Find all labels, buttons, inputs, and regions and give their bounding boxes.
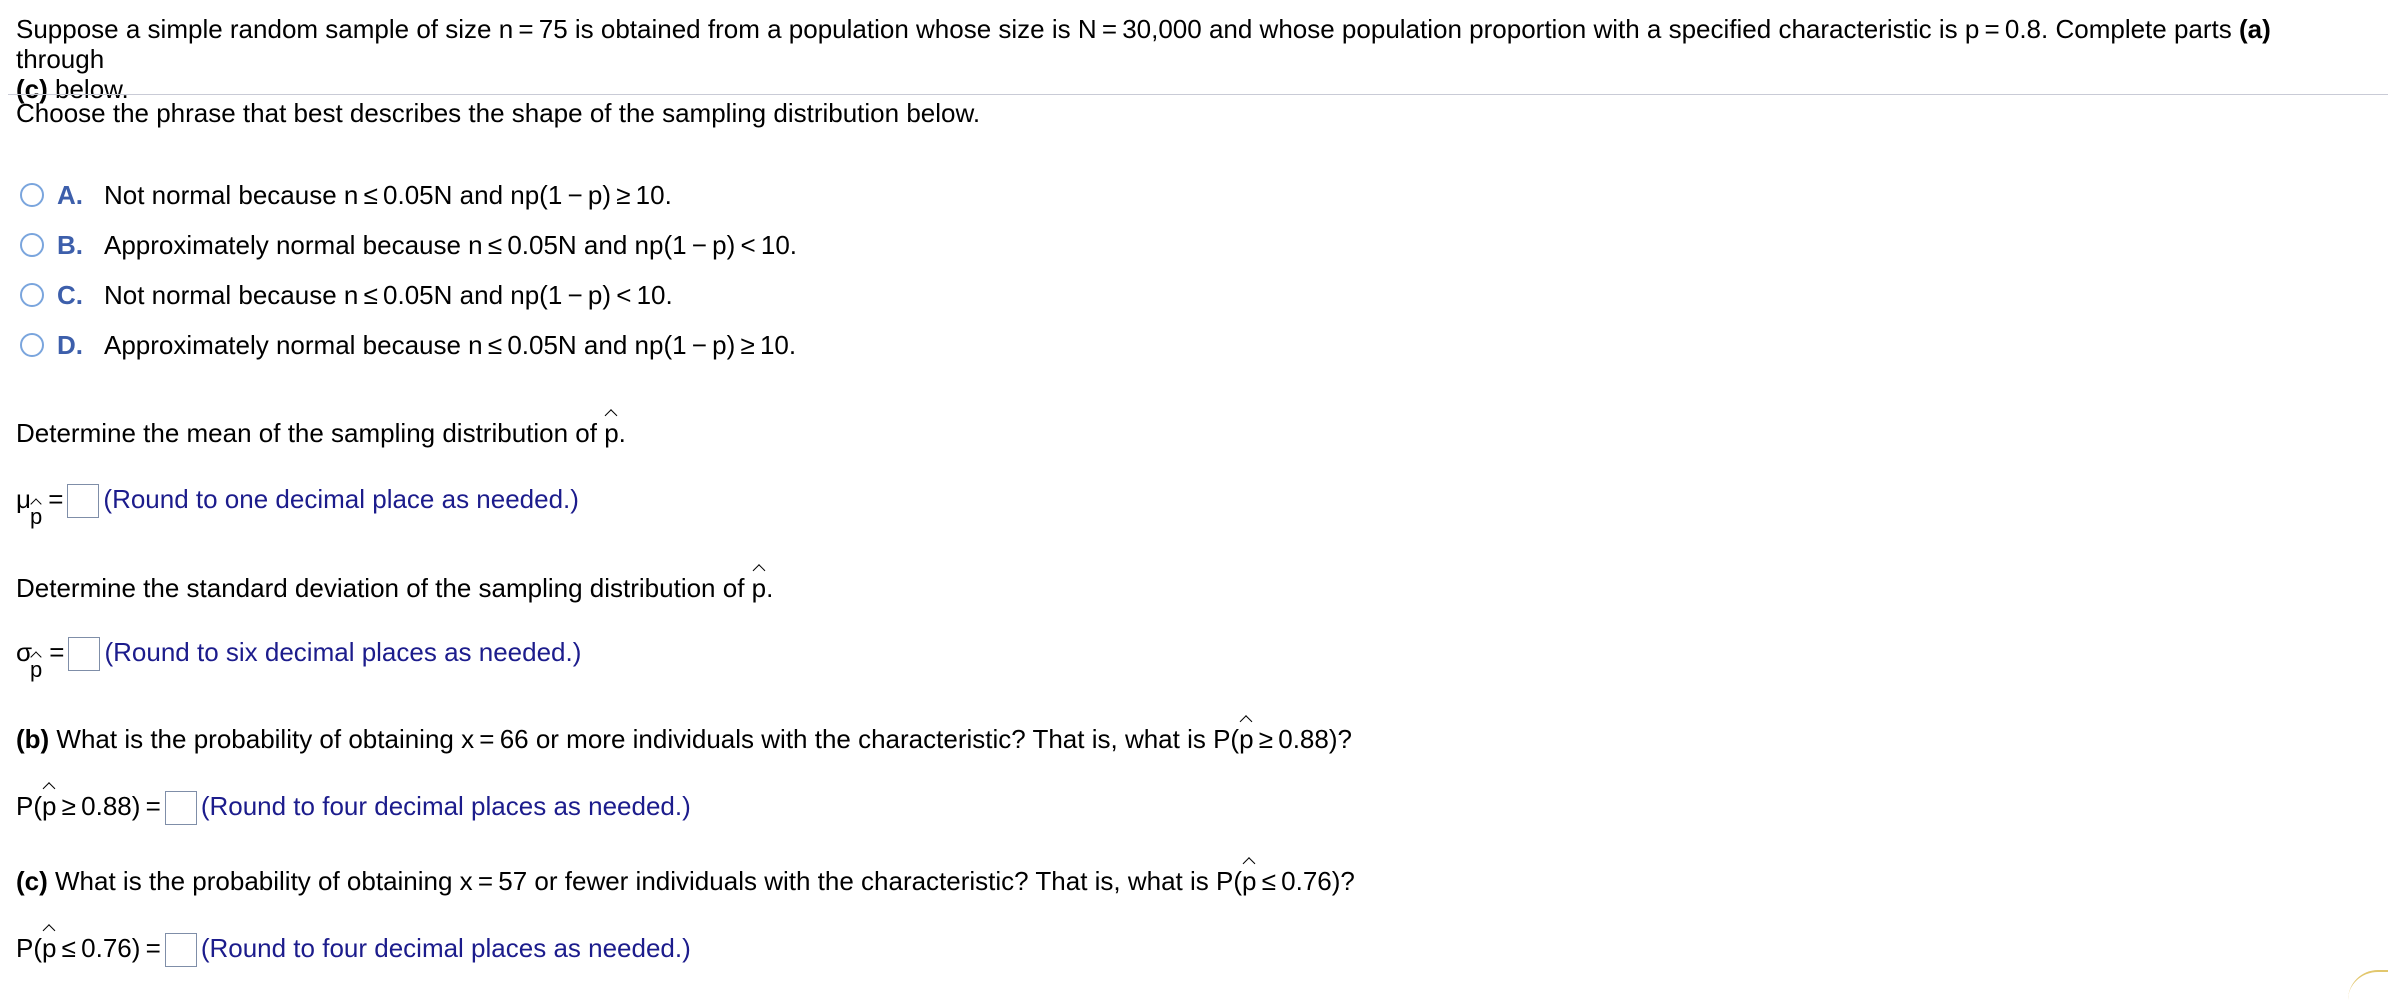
option-c-text: Not normal because n ≤ 0.05N and np(1 − p) < 10.	[104, 280, 673, 310]
p-hat: p	[42, 933, 57, 963]
intro-through: through	[16, 44, 105, 74]
mu-glyph: μ	[16, 484, 31, 514]
option-a-letter: A.	[57, 180, 83, 210]
sd-prompt-period: .	[766, 573, 774, 603]
sd-hint: (Round to six decimal places as needed.)	[104, 637, 582, 667]
intro-below: below.	[47, 74, 129, 104]
divider	[8, 94, 2388, 95]
option-d-letter: D.	[57, 330, 83, 360]
problem-statement	[16, 14, 2366, 104]
sd-answer-row	[16, 637, 582, 682]
mu-subscript-p-hat: p	[30, 504, 43, 529]
option-b-text: Approximately normal because n ≤ 0.05N and np(1 − p) < 10.	[104, 230, 798, 260]
radio-d[interactable]	[20, 333, 44, 357]
part-b-answer-input[interactable]	[165, 791, 197, 825]
part-a-label: (a)	[2239, 14, 2271, 44]
radio-b[interactable]	[20, 233, 44, 257]
part-b-label: (b)	[16, 724, 50, 754]
p-hat: p	[1239, 724, 1254, 754]
part-b-question	[16, 724, 1352, 754]
part-c-label-question: (c)	[16, 866, 48, 896]
mu-subscript	[30, 506, 42, 528]
option-d-text: Approximately normal because n ≤ 0.05N and np(1 − p) ≥ 10.	[104, 330, 797, 360]
option-a-text: Not normal because n ≤ 0.05N and np(1 − p) ≥ 10.	[104, 180, 672, 210]
part-c-answer-row	[16, 933, 691, 967]
part-c-question	[16, 866, 1355, 896]
mean-prompt-text: Determine the mean of the sampling distribution of	[16, 418, 605, 448]
mean-prompt-period: .	[618, 418, 626, 448]
intro-text: Suppose a simple random sample of size n = 75 is obtained from a population whose size is N = 30,000 and whose population proportion with a specified characteristic is p = 0.8. Complete parts	[16, 14, 2239, 44]
p-hat: p	[751, 573, 767, 603]
radio-c[interactable]	[20, 283, 44, 307]
part-b-answer-rhs: ≥ 0.88) =	[56, 791, 161, 821]
part-c-hint: (Round to four decimal places as needed.)	[200, 933, 691, 963]
shape-prompt: Choose the phrase that best describes the shape of the sampling distribution below.	[16, 98, 981, 128]
corner-decoration	[2348, 970, 2388, 1000]
part-b-hint: (Round to four decimal places as needed.)	[200, 791, 691, 821]
p-hat: p	[42, 791, 57, 821]
part-c-text-end: ≤ 0.76)?	[1256, 866, 1355, 896]
sigma-symbol	[16, 637, 43, 682]
mu-symbol	[16, 484, 43, 529]
part-b-answer-lhs: P(	[16, 791, 42, 821]
radio-a[interactable]	[20, 183, 44, 207]
mean-equals: =	[48, 484, 64, 514]
mean-answer-input[interactable]	[67, 484, 99, 518]
part-b-answer-row	[16, 791, 691, 825]
mean-hint: (Round to one decimal place as needed.)	[103, 484, 579, 514]
part-c-label: (c)	[16, 74, 48, 104]
sd-equals: =	[49, 637, 65, 667]
sigma-subscript-p-hat: p	[30, 657, 43, 682]
part-b-text: What is the probability of obtaining x = 66 or more individuals with the characteristic? That is, what is P(	[49, 724, 1240, 754]
option-c-letter: C.	[57, 280, 83, 310]
sigma-glyph: σ	[16, 637, 33, 667]
part-c-answer-rhs: ≤ 0.76) =	[56, 933, 161, 963]
mean-prompt	[16, 418, 626, 448]
part-b-text-end: ≥ 0.88)?	[1253, 724, 1352, 754]
mean-answer-row	[16, 484, 579, 529]
part-c-text: What is the probability of obtaining x = 57 or fewer individuals with the characteristic? That is, what is P(	[47, 866, 1243, 896]
p-hat: p	[604, 418, 619, 448]
option-b-letter: B.	[57, 230, 83, 260]
sd-prompt-text: Determine the standard deviation of the sampling distribution of	[16, 573, 752, 603]
sigma-subscript	[30, 659, 42, 681]
part-c-answer-input[interactable]	[165, 933, 197, 967]
p-hat: p	[1242, 866, 1257, 896]
sd-answer-input[interactable]	[68, 637, 100, 671]
sd-prompt	[16, 573, 773, 603]
part-c-answer-lhs: P(	[16, 933, 42, 963]
